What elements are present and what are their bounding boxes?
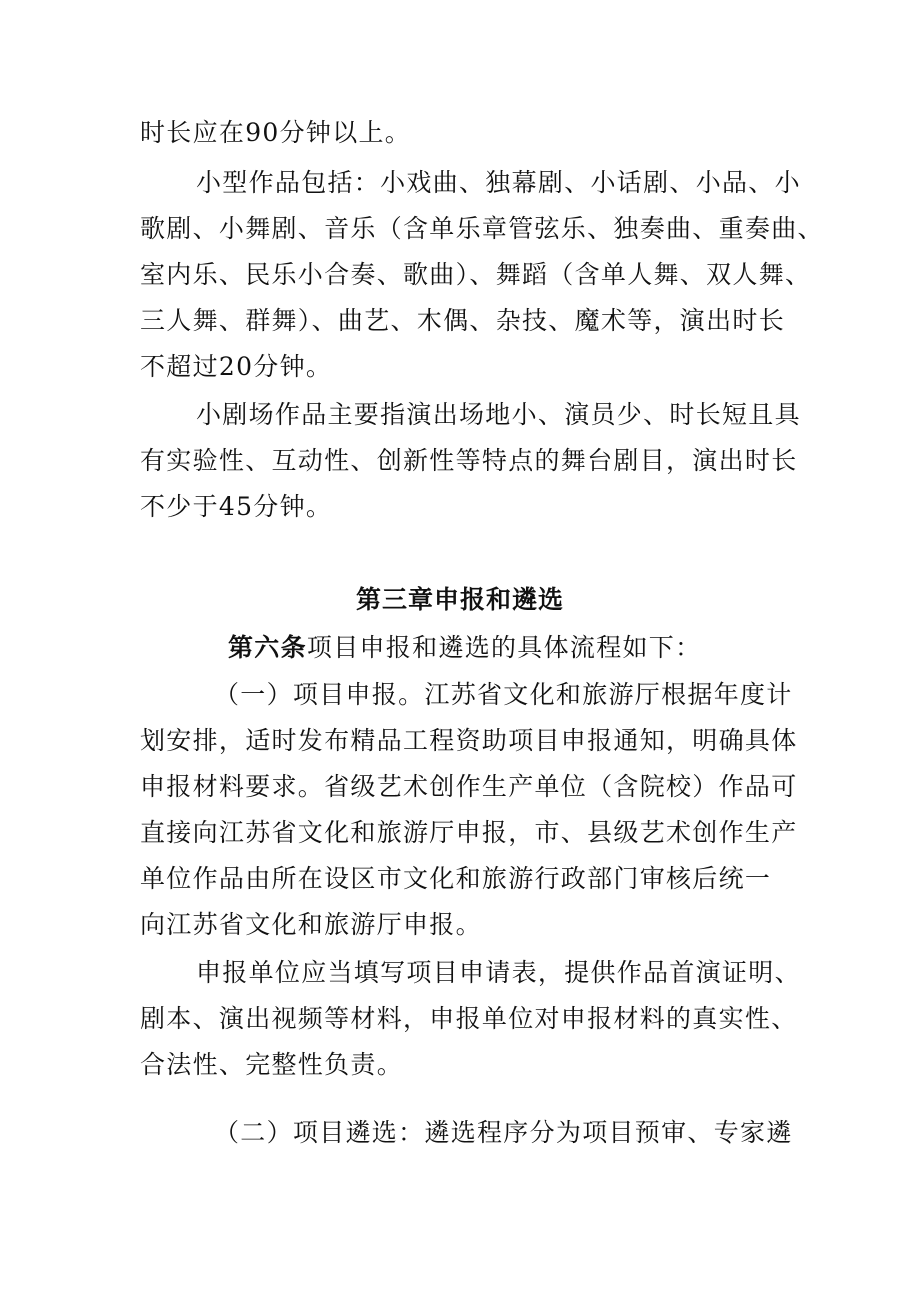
article-6-line	[228, 633, 701, 663]
paragraph-line: 单位作品由所在设区市文化和旅游行政部门审核后统一	[140, 864, 772, 893]
paragraph-line: 直接向江苏省文化和旅游厅申报，市、县级艺术创作生产	[140, 818, 798, 847]
paragraph-line: （二）项目遴选：遴选程序分为项目预审、专家遴	[214, 1118, 793, 1147]
paragraph-line: 三人舞、群舞）、曲艺、木偶、杂技、魔术等，演出时长	[140, 306, 786, 335]
paragraph-line: 歌剧、小舞剧、音乐（含单乐章管弦乐、独奏曲、重奏曲、	[140, 214, 824, 243]
article-label: 第六条	[228, 633, 307, 662]
paragraph-line: 向江苏省文化和旅游厅申报。	[140, 910, 482, 939]
paragraph-line: 小剧场作品主要指演出场地小、演员少、时长短且具	[196, 400, 801, 429]
article-text: 项目申报和遴选的具体流程如下：	[306, 633, 702, 662]
paragraph-line: 申报单位应当填写项目申请表，提供作品首演证明、	[196, 958, 801, 987]
paragraph-line: 合法性、完整性负责。	[140, 1050, 404, 1079]
paragraph-line: 时长应在90分钟以上。	[140, 118, 412, 147]
paragraph-line: 不少于45分钟。	[140, 492, 333, 521]
paragraph-line: （一）项目申报。江苏省文化和旅游厅根据年度计	[214, 680, 793, 709]
paragraph-line: 划安排，适时发布精品工程资助项目申报通知，明确具体	[140, 726, 798, 755]
paragraph-line: 申报材料要求。省级艺术创作生产单位（含院校）作品可	[140, 772, 798, 801]
paragraph-line: 小型作品包括：小戏曲、独幕剧、小话剧、小品、小	[196, 168, 801, 197]
paragraph-line: 有实验性、互动性、创新性等特点的舞台剧目，演出时长	[140, 446, 798, 475]
paragraph-line: 不超过20分钟。	[140, 352, 333, 381]
paragraph-line: 剧本、演出视频等材料，申报单位对申报材料的真实性、	[140, 1004, 798, 1033]
paragraph-line: 室内乐、民乐小合奏、歌曲）、舞蹈（含单人舞、双人舞、	[140, 260, 812, 289]
chapter-heading: 第三章申报和遴选	[355, 585, 564, 614]
